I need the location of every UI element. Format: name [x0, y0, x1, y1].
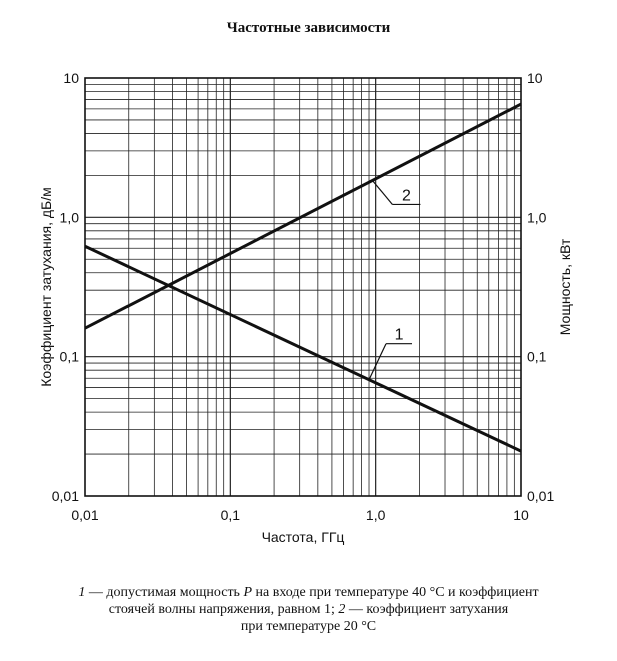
x-tick-label: 0,1: [220, 507, 241, 523]
plot-frame: [85, 78, 521, 496]
caption-curve-2-number: 2: [338, 602, 346, 617]
series-layer: [85, 104, 521, 451]
y-left-tick-label: 1,0: [59, 209, 79, 226]
y-right-tick-label: 10: [527, 70, 543, 86]
x-axis-label: Частота, ГГц: [261, 529, 345, 545]
y-left-tick-label: 10: [63, 70, 79, 86]
y-left-tick-label: 0,1: [59, 348, 79, 365]
series-line-2: [85, 104, 521, 328]
grid-lines: [85, 78, 521, 496]
y-right-tick-label: 0,1: [527, 348, 547, 365]
y-left-tick-label: 0,01: [51, 488, 79, 504]
y-right-tick-label: 0,01: [527, 488, 555, 504]
caption-line-2: [20, 601, 597, 618]
x-tick-label: 0,01: [71, 507, 99, 523]
x-tick-label: 1,0: [365, 507, 386, 523]
callout-leader-1: [369, 344, 386, 380]
caption-text-4: — коэффициент затухания: [345, 602, 509, 617]
caption-text-1: — допустимая мощность: [85, 585, 244, 600]
caption-line-1: [20, 584, 597, 601]
y-axis-label-right: Мощность, кВт: [557, 238, 573, 336]
curve-label-1: 1: [394, 326, 404, 344]
curve-label-2: 2: [401, 187, 411, 205]
caption-line-3: при температуре 20 °С: [240, 619, 377, 634]
series-line-1: [85, 246, 521, 451]
x-tick-label: 10: [513, 507, 529, 523]
chart-title: Частотные зависимости: [226, 20, 391, 36]
y-axis-label-left: Коэффициент затухания, дБ/м: [38, 187, 54, 387]
labels-layer: [38, 70, 573, 545]
y-right-tick-label: 1,0: [527, 209, 547, 226]
caption-text-2: на входе при температуре 40 °С и коэффициент: [252, 585, 539, 600]
figure-caption: [20, 584, 597, 635]
caption-curve-1-number: 1: [78, 585, 86, 600]
caption-text-3: стоячей волны напряжения, равном 1;: [108, 602, 339, 617]
caption-power-symbol: P: [243, 585, 253, 600]
